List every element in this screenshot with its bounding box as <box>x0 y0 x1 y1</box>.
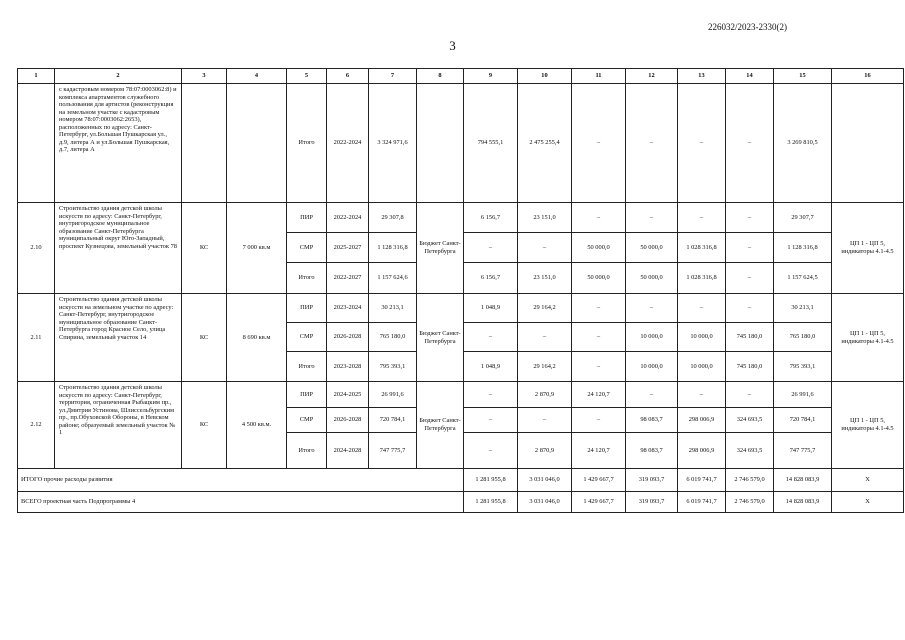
totals-cell: 3 031 046,0 <box>518 492 572 513</box>
totals-label: ИТОГО прочие расходы развития <box>18 469 464 492</box>
cell-type: Итого <box>287 433 327 469</box>
cell-total-cost: 29 307,8 <box>369 203 417 233</box>
cell-year-1: 794 555,1 <box>464 84 518 203</box>
header-row <box>18 69 904 84</box>
totals-cell: 1 281 955,8 <box>464 492 518 513</box>
cell-year-6: 324 693,5 <box>726 408 774 433</box>
cell-sum: 1 157 624,5 <box>774 263 832 294</box>
funding-source: Бюджет Санкт-Петербурга <box>417 203 464 294</box>
column-header: 16 <box>832 69 904 84</box>
cell-year-6: 324 693,5 <box>726 433 774 469</box>
cell-empty <box>832 84 904 203</box>
cell-period: 2022-2024 <box>327 203 369 233</box>
document-number: 226032/2023-2330(2) <box>708 22 787 32</box>
table-row <box>18 294 904 323</box>
cell-type: ПИР <box>287 382 327 408</box>
cell-sum: 747 775,7 <box>774 433 832 469</box>
cell-year-6: – <box>726 203 774 233</box>
totals-cell: Х <box>832 492 904 513</box>
budget-table <box>17 68 904 513</box>
column-header: 8 <box>417 69 464 84</box>
cell-period: 2022-2027 <box>327 263 369 294</box>
cell-year-4: 10 000,0 <box>626 323 678 352</box>
cell-year-4: – <box>626 203 678 233</box>
cell-year-3: – <box>572 84 626 203</box>
cell-year-1: – <box>464 382 518 408</box>
page-number: 3 <box>449 38 456 53</box>
cell-period: 2023-2028 <box>327 352 369 382</box>
cell-year-6: – <box>726 233 774 263</box>
cell-year-3: – <box>572 203 626 233</box>
cell-year-5: – <box>678 203 726 233</box>
totals-cell: 14 828 083,9 <box>774 492 832 513</box>
cell-sum: 1 128 316,8 <box>774 233 832 263</box>
cell-total-cost: 26 991,6 <box>369 382 417 408</box>
cell-empty <box>417 84 464 203</box>
cell-total-cost: 1 157 624,6 <box>369 263 417 294</box>
cell-year-6: – <box>726 263 774 294</box>
cell-year-5: – <box>678 294 726 323</box>
construction-kind: КС <box>182 203 227 294</box>
project-number: 2.12 <box>18 382 55 469</box>
cell-type: ПИР <box>287 203 327 233</box>
cell-year-5: 10 000,0 <box>678 352 726 382</box>
cell-year-2: 23 151,0 <box>518 203 572 233</box>
cell-period: 2025-2027 <box>327 233 369 263</box>
cell-empty <box>18 84 55 203</box>
cell-year-6: – <box>726 84 774 203</box>
totals-label: ВСЕГО проектная часть Подпрограммы 4 <box>18 492 464 513</box>
cell-sum: 720 784,1 <box>774 408 832 433</box>
target-indicators: ЦП 1 - ЦП 5, индикаторы 4.1-4.5 <box>832 294 904 382</box>
cell-year-5: – <box>678 84 726 203</box>
cell-year-4: 50 000,0 <box>626 233 678 263</box>
object-area: 7 000 кв.м <box>227 203 287 294</box>
cell-year-3: 50 000,0 <box>572 233 626 263</box>
cell-empty <box>182 84 227 203</box>
cell-total-cost: 795 393,1 <box>369 352 417 382</box>
cell-type: СМР <box>287 323 327 352</box>
cell-year-5: 298 006,9 <box>678 433 726 469</box>
cell-type: Итого <box>287 263 327 294</box>
column-header: 10 <box>518 69 572 84</box>
column-header: 15 <box>774 69 832 84</box>
column-header: 7 <box>369 69 417 84</box>
cell-year-1: – <box>464 233 518 263</box>
project-number: 2.11 <box>18 294 55 382</box>
cell-year-5: 298 006,9 <box>678 408 726 433</box>
cell-year-1: – <box>464 433 518 469</box>
cell-total-cost: 765 180,0 <box>369 323 417 352</box>
totals-cell: 3 031 046,0 <box>518 469 572 492</box>
cell-sum: 795 393,1 <box>774 352 832 382</box>
totals-cell: 319 093,7 <box>626 492 678 513</box>
cell-year-6: – <box>726 294 774 323</box>
cell-type: СМР <box>287 408 327 433</box>
cell-year-2: 2 870,9 <box>518 433 572 469</box>
cell-year-2: – <box>518 408 572 433</box>
object-description: Строительство здания детской школы искусств по адресу: Санкт-Петербург, внутригородское муниципальное образование Санкт-Петербурга муниципальный округ Юго-Западный, проспект Кузнецова, земельный участок 78 <box>55 203 182 294</box>
funding-source: Бюджет Санкт-Петербурга <box>417 382 464 469</box>
cell-year-3: 24 120,7 <box>572 433 626 469</box>
column-header: 2 <box>55 69 182 84</box>
cell-year-6: 745 180,0 <box>726 323 774 352</box>
cell-year-1: – <box>464 323 518 352</box>
cell-sum: 3 269 810,5 <box>774 84 832 203</box>
object-area: 4 500 кв.м. <box>227 382 287 469</box>
totals-cell: Х <box>832 469 904 492</box>
totals-cell: 1 429 667,7 <box>572 492 626 513</box>
cell-period: 2026-2028 <box>327 323 369 352</box>
cell-year-4: 10 000,0 <box>626 352 678 382</box>
totals-cell: 6 019 741,7 <box>678 469 726 492</box>
cell-year-4: 50 000,0 <box>626 263 678 294</box>
cell-year-1: – <box>464 408 518 433</box>
totals-cell: 1 281 955,8 <box>464 469 518 492</box>
cell-year-6: – <box>726 382 774 408</box>
cell-total-cost: 747 775,7 <box>369 433 417 469</box>
cell-year-2: 2 475 255,4 <box>518 84 572 203</box>
totals-row <box>18 469 904 492</box>
construction-kind: КС <box>182 382 227 469</box>
cell-sum: 26 991,6 <box>774 382 832 408</box>
column-header: 5 <box>287 69 327 84</box>
cell-year-1: 6 156,7 <box>464 203 518 233</box>
totals-cell: 6 019 741,7 <box>678 492 726 513</box>
cell-year-3: 50 000,0 <box>572 263 626 294</box>
cell-sum: 765 180,0 <box>774 323 832 352</box>
totals-row <box>18 492 904 513</box>
cell-year-4: – <box>626 294 678 323</box>
column-header: 6 <box>327 69 369 84</box>
cell-year-4: – <box>626 382 678 408</box>
cell-type: Итого <box>287 84 327 203</box>
cell-type: ПИР <box>287 294 327 323</box>
construction-kind: КС <box>182 294 227 382</box>
funding-source: Бюджет Санкт-Петербурга <box>417 294 464 382</box>
totals-cell: 2 746 579,0 <box>726 492 774 513</box>
column-header: 12 <box>626 69 678 84</box>
target-indicators: ЦП 1 - ЦП 5, индикаторы 4.1-4.5 <box>832 203 904 294</box>
project-number: 2.10 <box>18 203 55 294</box>
cell-year-1: 1 048,9 <box>464 294 518 323</box>
cell-type: Итого <box>287 352 327 382</box>
target-indicators: ЦП 1 - ЦП 5, индикаторы 4.1-4.5 <box>832 382 904 469</box>
cell-year-1: 6 156,7 <box>464 263 518 294</box>
cell-year-2: 29 164,2 <box>518 294 572 323</box>
cell-total-cost: 1 128 316,8 <box>369 233 417 263</box>
table-row <box>18 84 904 203</box>
object-description: с кадастровым номером 78:07:0003062:8) и комплекса апартаментов служебного пользования для артистов (реконструкция на земельном участке с кадастровым номером 78:07:0003062:2653), расположенных по адресу: Санкт-Петербург, ул.Большая Пушкарская ул., д.9, литера А и ул.Большая Пушкарская, д.7, литера А <box>55 84 182 203</box>
cell-year-2: 29 164,2 <box>518 352 572 382</box>
cell-year-5: – <box>678 382 726 408</box>
totals-cell: 319 093,7 <box>626 469 678 492</box>
cell-period: 2026-2028 <box>327 408 369 433</box>
cell-year-5: 1 028 316,8 <box>678 263 726 294</box>
cell-year-4: 98 083,7 <box>626 433 678 469</box>
totals-cell: 14 828 083,9 <box>774 469 832 492</box>
cell-period: 2022-2024 <box>327 84 369 203</box>
column-header: 11 <box>572 69 626 84</box>
cell-year-4: – <box>626 84 678 203</box>
object-area: 8 690 кв.м <box>227 294 287 382</box>
cell-total-cost: 3 324 971,6 <box>369 84 417 203</box>
table-row <box>18 203 904 233</box>
cell-year-2: – <box>518 323 572 352</box>
object-description: Строительство здания детской школы искусств по адресу: Санкт-Петербург, территория, ограниченная Рыбацким пр., ул.Дмитрия Устинова, Шлиссельбургским пр., пр.Обуховской Обороны, в Невском районе; образуемый земельный участок № 1 <box>55 382 182 469</box>
cell-year-3: – <box>572 352 626 382</box>
cell-year-2: – <box>518 233 572 263</box>
cell-year-3: 24 120,7 <box>572 382 626 408</box>
cell-year-5: 1 028 316,8 <box>678 233 726 263</box>
cell-total-cost: 30 213,1 <box>369 294 417 323</box>
cell-year-3: – <box>572 294 626 323</box>
totals-cell: 1 429 667,7 <box>572 469 626 492</box>
cell-sum: 29 307,7 <box>774 203 832 233</box>
cell-year-2: 23 151,0 <box>518 263 572 294</box>
cell-year-3: – <box>572 323 626 352</box>
table-row <box>18 382 904 408</box>
cell-sum: 30 213,1 <box>774 294 832 323</box>
cell-total-cost: 720 784,1 <box>369 408 417 433</box>
column-header: 14 <box>726 69 774 84</box>
cell-year-5: 10 000,0 <box>678 323 726 352</box>
cell-period: 2023-2024 <box>327 294 369 323</box>
cell-empty <box>227 84 287 203</box>
column-header: 13 <box>678 69 726 84</box>
cell-year-2: 2 870,9 <box>518 382 572 408</box>
totals-cell: 2 746 579,0 <box>726 469 774 492</box>
column-header: 3 <box>182 69 227 84</box>
cell-period: 2024-2025 <box>327 382 369 408</box>
cell-year-1: 1 048,9 <box>464 352 518 382</box>
column-header: 9 <box>464 69 518 84</box>
cell-year-3: – <box>572 408 626 433</box>
cell-year-6: 745 180,0 <box>726 352 774 382</box>
cell-year-4: 98 083,7 <box>626 408 678 433</box>
object-description: Строительство здания детской школы искусств на земельном участке по адресу: Санкт-Петербург, внутригородское муниципальное образование Санкт-Петербурга город Красное Село, улица Спирина, земельный участок 14 <box>55 294 182 382</box>
cell-type: СМР <box>287 233 327 263</box>
column-header: 1 <box>18 69 55 84</box>
cell-period: 2024-2028 <box>327 433 369 469</box>
column-header: 4 <box>227 69 287 84</box>
